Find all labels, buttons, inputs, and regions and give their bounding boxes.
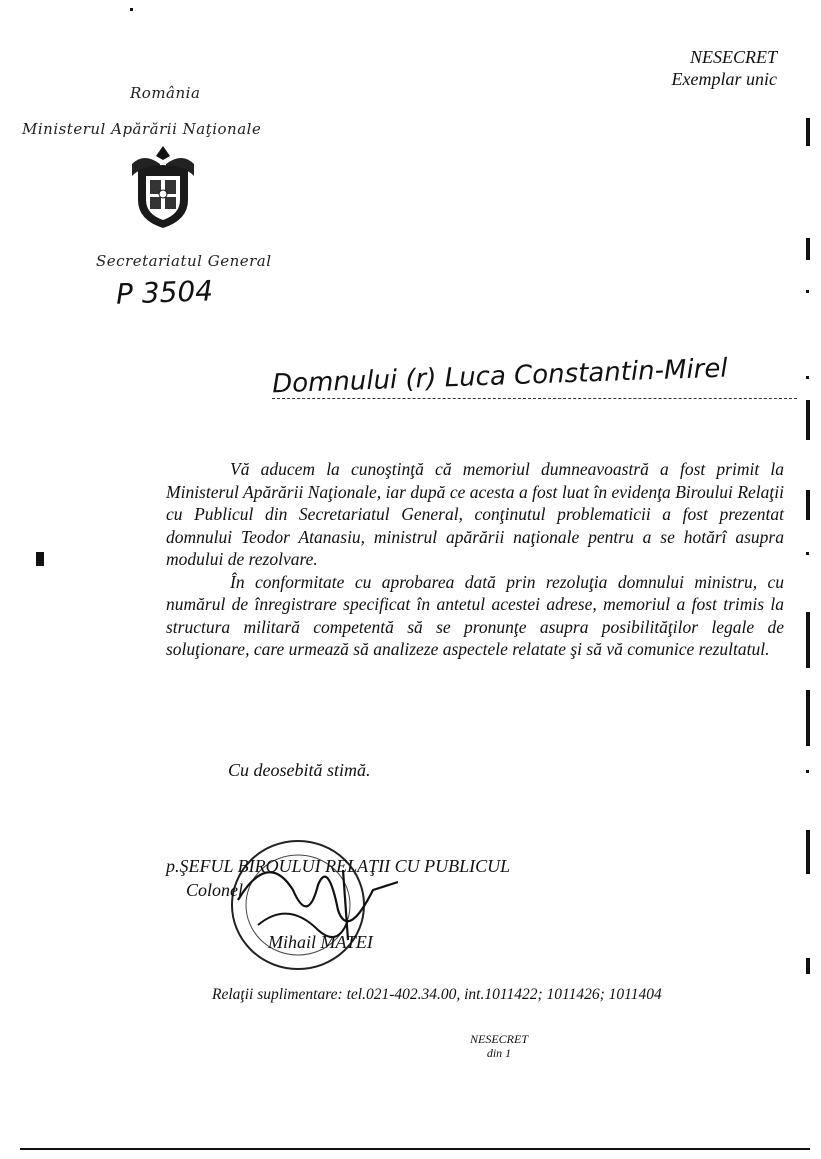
scan-speck	[806, 552, 809, 555]
closing-salutation: Cu deosebită stimă.	[228, 760, 371, 780]
scan-speck	[806, 290, 809, 293]
signatory-title: p.ŞEFUL BIROULUI RELAŢII CU PUBLICUL	[166, 856, 511, 876]
scan-margin-mark	[36, 552, 44, 566]
ministry-name: Ministerul Apărării Naţionale	[22, 120, 262, 138]
footer-classification	[470, 1032, 528, 1060]
scan-speck	[806, 376, 809, 379]
contact-info: Relaţii suplimentare: tel.021-402.34.00, int.1011422; 1011426; 1011404	[212, 986, 662, 1003]
country-name: România	[130, 84, 201, 102]
signatory-rank: Colonel	[186, 880, 243, 900]
signatory-name: Mihail MATEI	[268, 932, 373, 952]
scan-margin-mark	[806, 238, 810, 260]
scan-speck	[130, 8, 133, 11]
scan-margin-mark	[806, 690, 810, 746]
scan-speck	[806, 770, 809, 773]
footer-page-count: din 1	[486, 1046, 512, 1060]
scan-margin-mark	[806, 118, 810, 146]
copy-note: Exemplar unic	[671, 69, 777, 89]
footer-classification-label: NESECRET	[470, 1032, 529, 1046]
letter-body	[166, 458, 784, 661]
body-paragraph-2: În conformitate cu aprobarea dată prin rezoluţia domnului ministru, cu numărul de înregistrare specificat în antetul acestei adrese, memoriul a fost trimis la structura militară competentă să se pronunţe asupra posibilităţilor legale de soluţionare, care urmează să analizeze aspectele relatate şi să vă comunice rezultatul.	[166, 571, 784, 659]
addressee-dotted-line	[272, 398, 797, 399]
coat-of-arms-icon	[124, 142, 202, 232]
classification-block	[672, 46, 777, 90]
scan-margin-mark	[806, 612, 810, 668]
stamp-and-signature-icon	[198, 830, 398, 980]
registration-number: P 3504	[115, 274, 214, 311]
bottom-scan-rule	[20, 1148, 810, 1150]
scan-margin-mark	[806, 490, 810, 520]
scan-margin-mark	[806, 830, 810, 874]
scan-margin-mark	[806, 958, 810, 974]
addressee-handwritten: Domnului (r) Luca Constantin-Mirel	[271, 353, 729, 400]
classification-label: NESECRET	[689, 47, 777, 67]
scan-margin-mark	[806, 400, 810, 440]
department-name: Secretariatul General	[96, 252, 272, 270]
body-paragraph-1: Vă aducem la cunoştinţă că memoriul dumneavoastră a fost primit la Ministerul Apărării Naţionale, iar după ce acesta a fost luat în evidenţa Biroului Relaţii cu Publicul din Secretariatul General, conţinutul problematicii a fost prezentat domnului Teodor Atanasiu, ministrul apărării naţionale pentru a se hotărî asupra modului de rezolvare.	[166, 459, 784, 569]
